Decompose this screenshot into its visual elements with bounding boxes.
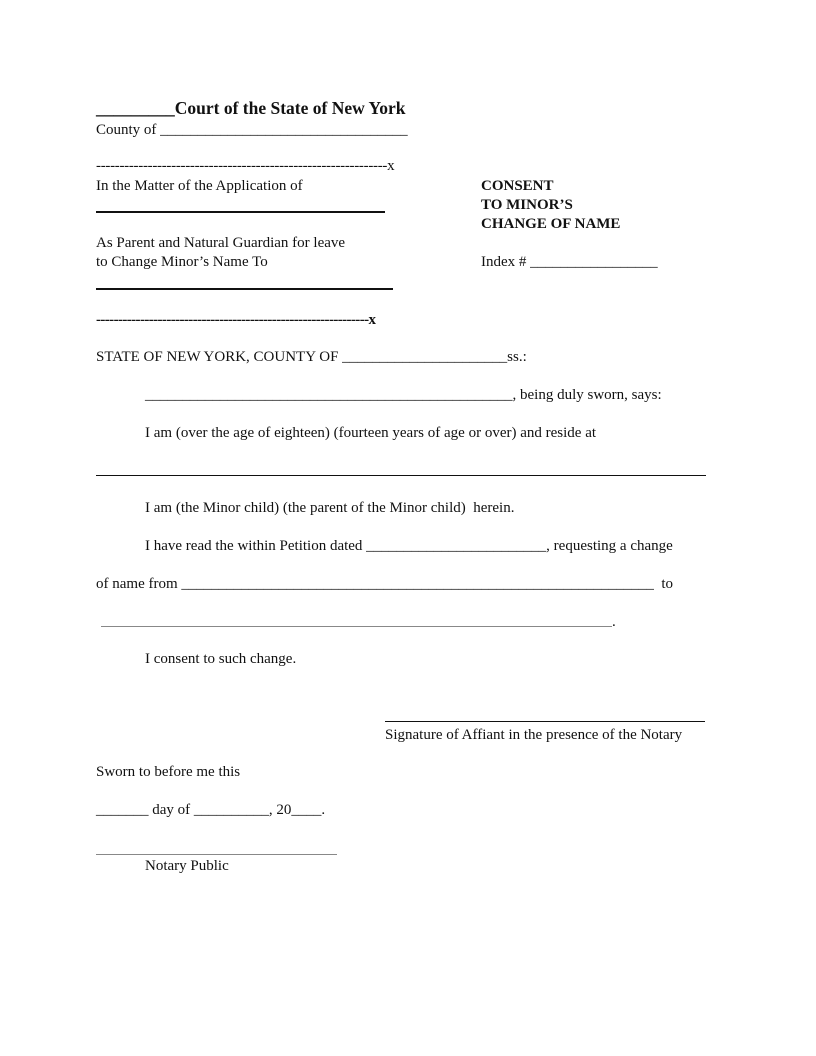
petition-statement: I have read the within Petition dated ________________________, requesting a change (145, 538, 673, 554)
affiant-signature-caption: Signature of Affiant in the presence of the Notary (385, 727, 683, 743)
name-from-line: of name from _______________________________________________________________ to (96, 576, 674, 592)
guardian-line-1: As Parent and Natural Guardian for leave (96, 235, 346, 251)
court-title-row (96, 99, 405, 117)
court-title: Court of the State of New York (174, 98, 406, 118)
sworn-text: Sworn to before me this (96, 764, 241, 780)
notary-date-line: _______ day of __________, 20____. (96, 802, 326, 818)
venue-line: STATE OF NEW YORK, COUNTY OF ______________________ss.: (96, 349, 527, 365)
name-to-period: . (612, 614, 616, 630)
applicant-name-line (96, 211, 385, 213)
court-blank: _________ (96, 98, 175, 118)
affiant-signature-line (385, 721, 705, 722)
index-number: Index # _________________ (481, 254, 658, 270)
new-name-line (96, 288, 393, 290)
caption-bottom-divider: --------------------------------------------------------------x (96, 312, 376, 328)
notary-signature-line (96, 854, 337, 855)
guardian-line-2: to Change Minor’s Name To (96, 254, 268, 270)
relation-statement: I am (the Minor child) (the parent of the Minor child) herein. (145, 500, 515, 516)
address-line (96, 475, 706, 476)
caption-top-divider: --------------------------------------------------------------x (96, 158, 395, 174)
county-line: County of _________________________________ (96, 122, 408, 138)
affiant-line: _________________________________________________, being duly sworn, says: (145, 387, 662, 403)
doc-title-line-1: CONSENT (481, 178, 554, 194)
doc-title-line-2: TO MINOR’S (481, 197, 573, 213)
age-statement: I am (over the age of eighteen) (fourteen years of age or over) and reside at (145, 425, 597, 441)
consent-statement: I consent to such change. (145, 651, 297, 667)
doc-title-line-3: CHANGE OF NAME (481, 216, 621, 232)
matter-text: In the Matter of the Application of (96, 178, 303, 194)
notary-caption: Notary Public (145, 858, 229, 874)
name-to-line (101, 626, 612, 627)
